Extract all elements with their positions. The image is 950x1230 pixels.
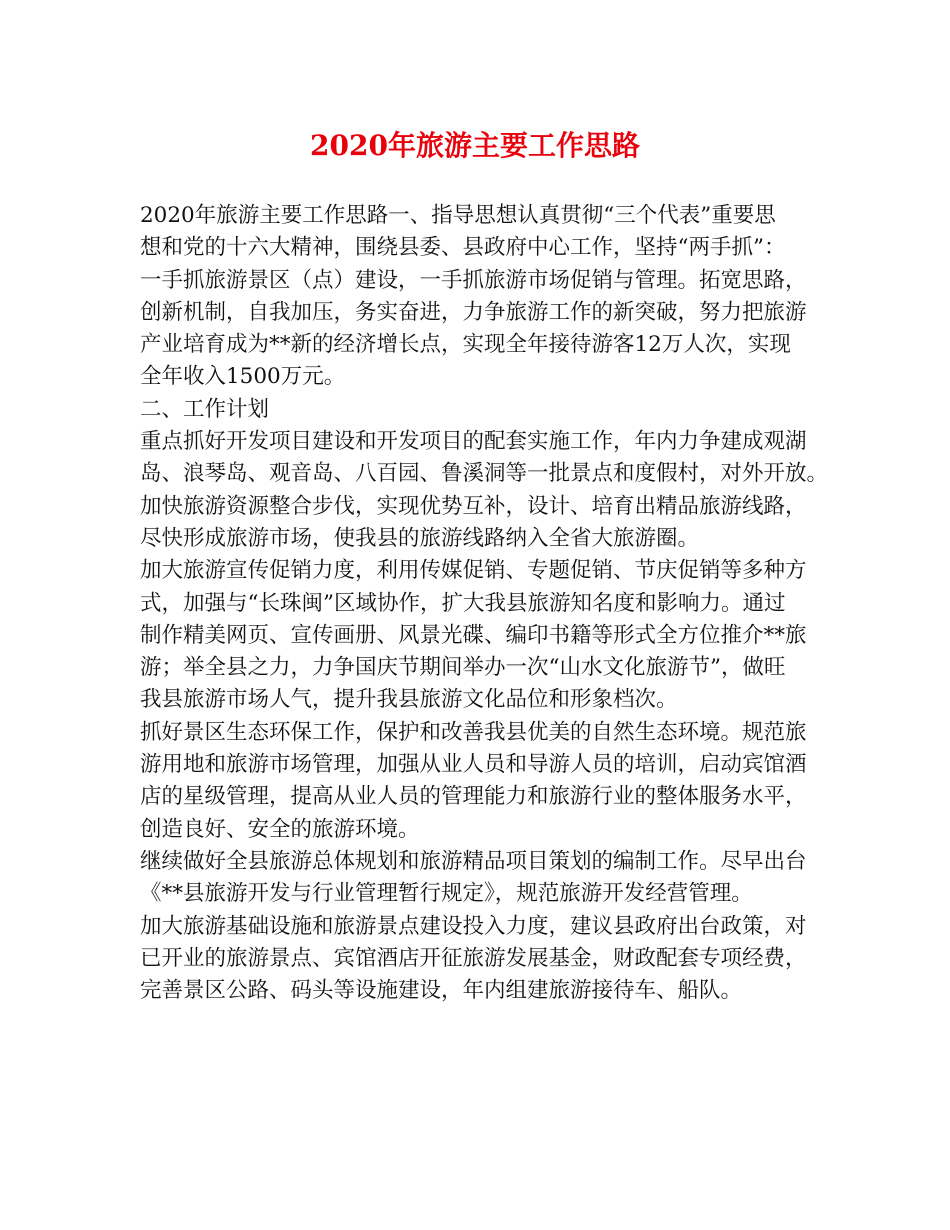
document-title: 2020年旅游主要工作思路 (310, 129, 640, 162)
text-line: 继续做好全县旅游总体规划和旅游精品项目策划的编制工作。尽早出台 (140, 848, 807, 874)
text-line: 抓好景区生态环保工作，保护和改善我县优美的自然生态环境。规范旅 (140, 719, 807, 745)
text-line: 创新机制，自我加压，务实奋进，力争旅游工作的新突破，努力把旅游 (140, 299, 807, 325)
text-line: 一手抓旅游景区（点）建设，一手抓旅游市场促销与管理。拓宽思路， (140, 267, 807, 293)
text-line: 2020年旅游主要工作思路一、指导思想认真贯彻“三个代表”重要思 (140, 203, 776, 228)
paragraph-guiding-ideology (140, 200, 830, 394)
text-line: 重点抓好开发项目建设和开发项目的配套实施工作，年内力争建成观湖 (140, 429, 807, 455)
text-line: 岛、浪琴岛、观音岛、八百园、鲁溪洞等一批景点和度假村，对外开放。 (140, 461, 829, 487)
text-line: 已开业的旅游景点、宾馆酒店开征旅游发展基金，财政配套专项经费， (140, 945, 807, 971)
text-line: 加大旅游基础设施和旅游景点建设投入力度，建议县政府出台政策，对 (140, 913, 807, 939)
paragraph-ecology (140, 717, 830, 846)
text-line: 尽快形成旅游市场，使我县的旅游线路纳入全省大旅游圈。 (140, 525, 700, 551)
paragraph-planning (140, 846, 830, 911)
paragraph-promotion (140, 555, 830, 716)
text-line: 店的星级管理，提高从业人员的管理能力和旅游行业的整体服务水平， (140, 784, 807, 810)
text-line: 全年收入1500万元。 (140, 364, 346, 390)
paragraph-infrastructure (140, 911, 830, 1008)
text-line: 产业培育成为**新的经济增长点，实现全年接待游客12万人次，实现 (140, 332, 791, 358)
text-line: 式，加强与“长珠闽”区域协作，扩大我县旅游知名度和影响力。通过 (140, 590, 786, 616)
text-line: 想和党的十六大精神，围绕县委、县政府中心工作，坚持“两手抓”： (140, 235, 786, 261)
text-line: 加大旅游宣传促销力度，利用传媒促销、专题促销、节庆促销等多种方 (140, 558, 807, 584)
paragraph-resource-integration (140, 491, 830, 556)
text-line: 加快旅游资源整合步伐，实现优势互补，设计、培育出精品旅游线路， (140, 493, 807, 519)
text-line: 游；举全县之力，力争国庆节期间举办一次“山水文化旅游节”，做旺 (140, 655, 786, 681)
section-heading: 二、工作计划 (140, 396, 270, 422)
text-line: 我县旅游市场人气，提升我县旅游文化品位和形象档次。 (140, 687, 678, 713)
text-line: 游用地和旅游市场管理，加强从业人员和导游人员的培训，启动宾馆酒 (140, 752, 807, 778)
text-line: 制作精美网页、宣传画册、风景光碟、编印书籍等形式全方位推介**旅 (140, 622, 807, 648)
paragraph-key-projects (140, 426, 830, 491)
text-line: 《**县旅游开发与行业管理暂行规定》，规范旅游开发经营管理。 (140, 881, 753, 907)
section-heading-work-plan (140, 394, 830, 426)
text-line: 完善景区公路、码头等设施建设，年内组建旅游接待车、船队。 (140, 978, 743, 1004)
text-line: 创造良好、安全的旅游环境。 (140, 816, 420, 842)
document-body (140, 200, 830, 1007)
